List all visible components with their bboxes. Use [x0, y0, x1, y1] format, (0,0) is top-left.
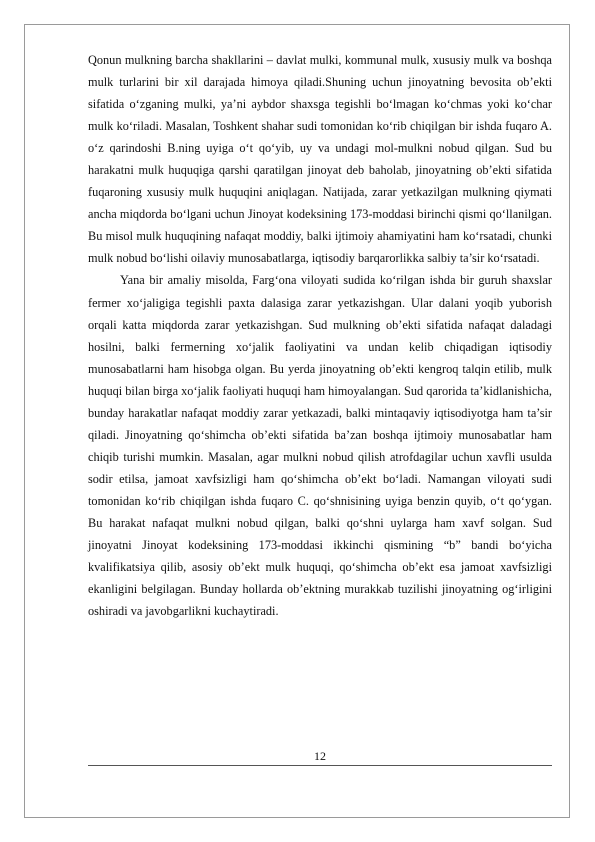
page-number: 12: [314, 749, 326, 763]
paragraph-2: Yana bir amaliy misolda, Farg‘ona viloyati sudida ko‘rilgan ishda bir guruh shaxslar fermer xo‘jaligiga tegishli paxta dalasiga zarar yetkazishgan. Ular dalani yoqib yuborish orqali katta miqdorda zarar yetkazishgan. Sud mulkning ob’ekti sifatida nafaqat daladagi hosilni, balki fermerning xo‘jalik faoliyatini va undan kelib chiqadigan iqtisodiy munosabatlarni ham hisobga olgan. Bu yerda jinoyatning ob’ekti kengroq talqin etilib, mulk huquqi bilan birga xo‘jalik faoliyati huquqi ham himoyalangan. Sud qarorida ta’kidlanishicha, bunday harakatlar nafaqat moddiy zarar yetkazadi, balki mintaqaviy iqtisodiyotga ham ta’sir qiladi. Jinoyatning qo‘shimcha ob’ekti sifatida ba’zan boshqa ijtimoiy munosabatlar ham chiqib turishi mumkin. Masalan, agar mulkni nobud qilish atrofdagilar uchun xavfli usulda sodir etilsa, jamoat xavfsizligi ham qo‘shimcha ob’ekt bo‘ladi. Namangan viloyati sudi tomonidan ko‘rib chiqilgan ishda fuqaro C. qo‘shnisining uyiga benzin quyib, o‘t qo‘ygan. Bu harakat nafaqat mulkni nobud qilgan, balki qo‘shni uylarga ham xavf solgan. Sud jinoyatni Jinoyat kodeksining 173-moddasi ikkinchi qismining “b” bandi bo‘yicha kvalifikatsiya qilib, asosiy ob’ekt mulk huquqi, qo‘shimcha ob’ekt esa jamoat xavfsizligi ekanligini belgilagan. Bunday hollarda ob’ektning murakkab tuzilishi jinoyatning og‘irligini oshiradi va javobgarlikni kuchaytiradi.: [88, 273, 552, 619]
document-body: [88, 49, 552, 622]
footer-rule: [88, 765, 552, 766]
paragraph-1: Qonun mulkning barcha shakllarini – davlat mulki, kommunal mulk, xususiy mulk va boshqa mulk turlarini bir xil darajada himoya qiladi.Shuning uchun jinoyatning bevosita ob’ekti sifatida o‘zganing mulki, ya’ni aybdor shaxsga tegishli bo‘lmagan ko‘chmas yoki ko‘char mulk ko‘riladi. Masalan, Toshkent shahar sudi tomonidan ko‘rib chiqilgan bir ishda fuqaro A. o‘z qarindoshi B.ning uyiga o‘t qo‘yib, uy va undagi mol-mulkni nobud qilgan. Sud bu harakatni mulk huquqiga qarshi qaratilgan jinoyat deb baholab, jinoyatning ob’ekti sifatida fuqaroning xususiy mulk huquqini aniqlagan. Natijada, zarar yetkazilgan mulkning qiymati ancha miqdorda bo‘lgani uchun Jinoyat kodeksining 173-moddasi birinchi qismi qo‘llanilgan. Bu misol mulk huquqining nafaqat moddiy, balki ijtimoiy ahamiyatini ham ko‘rsatadi, chunki mulk nobud bo‘lishi oilaviy munosabatlarga, iqtisodiy barqarorlikka salbiy ta’sir ko‘rsatadi.: [88, 53, 552, 266]
